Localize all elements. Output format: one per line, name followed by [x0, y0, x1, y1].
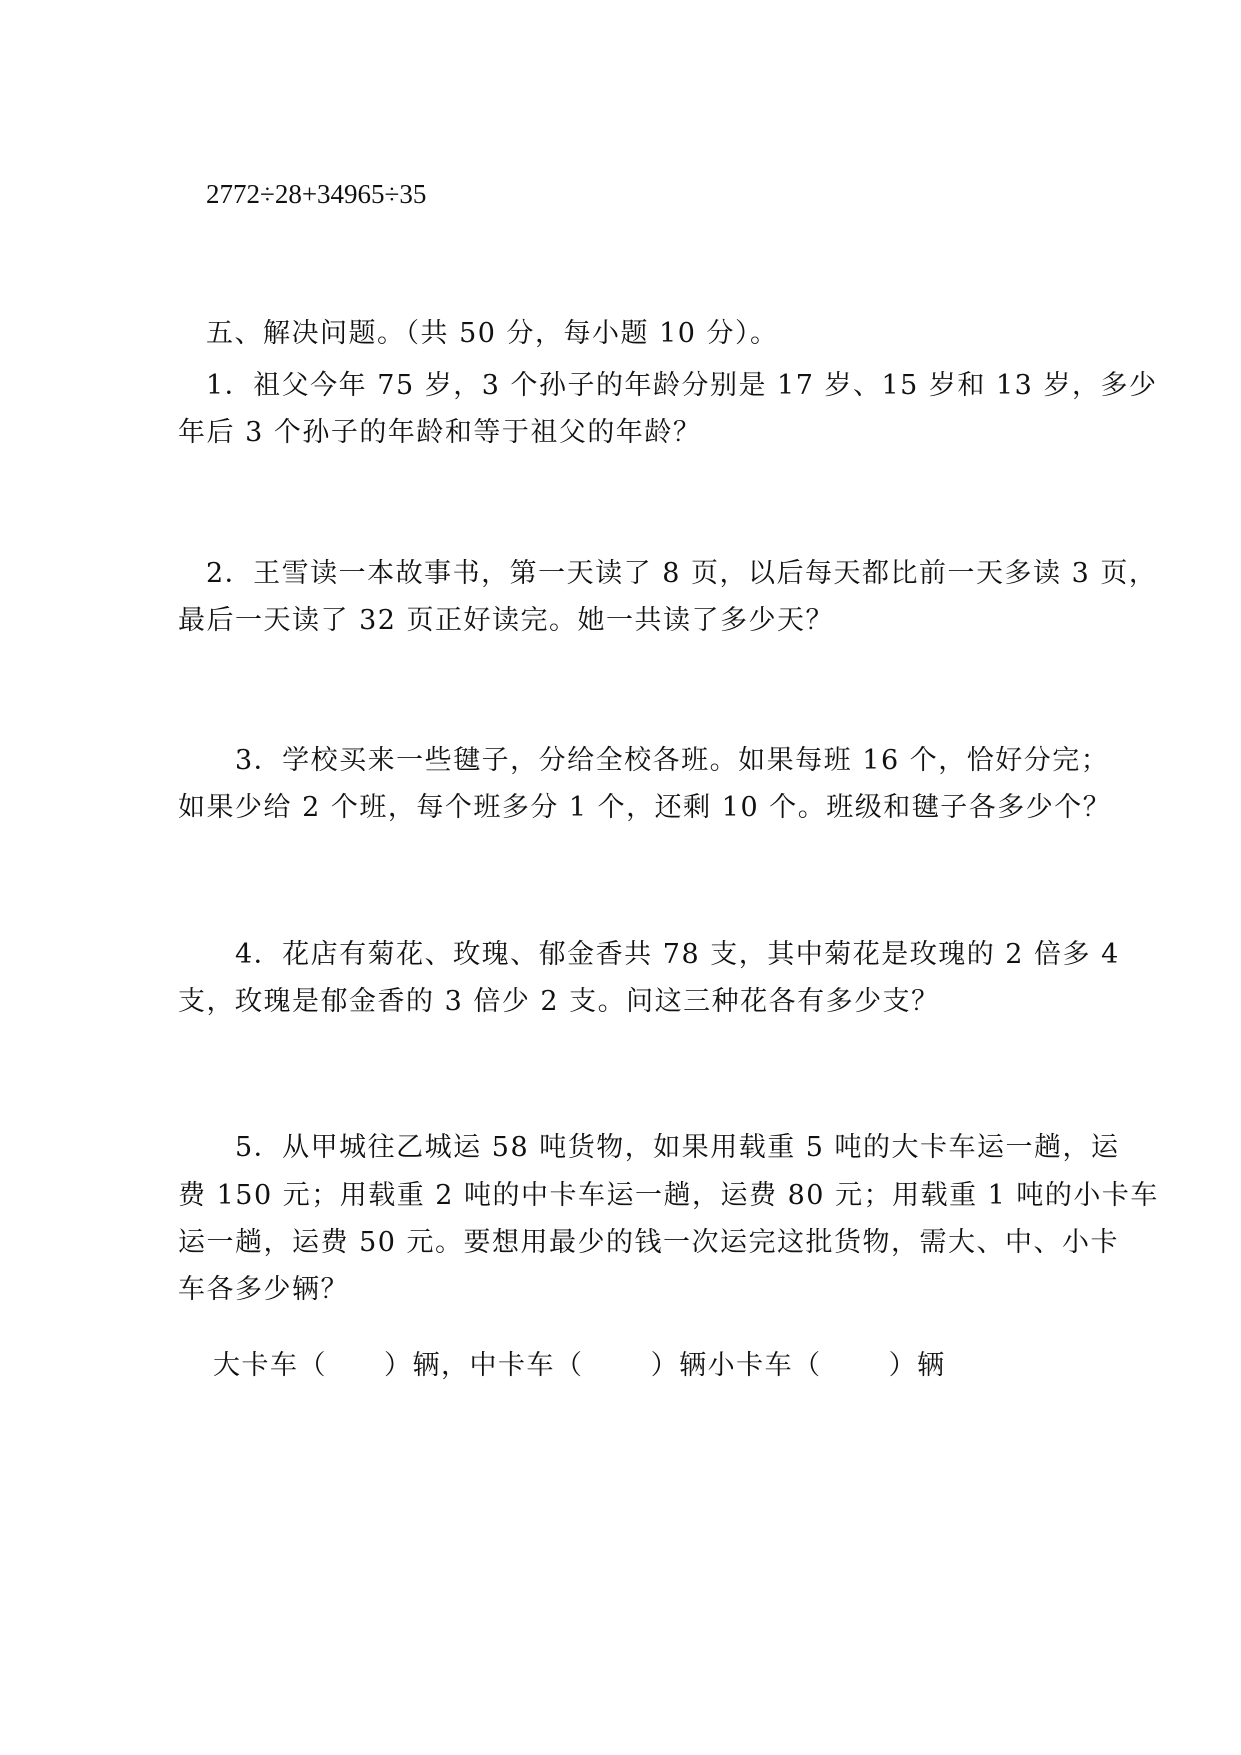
section-heading: 五、解决问题。（共 50 分，每小题 10 分）。 [206, 318, 779, 349]
problem-3-line-1: 3．学校买来一些毽子，分给全校各班。如果每班 16 个，恰好分完； [235, 745, 1110, 776]
problem-3-line-2: 如果少给 2 个班，每个班多分 1 个，还剩 10 个。班级和毽子各多少个？ [178, 792, 1112, 823]
problem-5-line-2: 费 150 元；用载重 2 吨的中卡车运一趟，运费 80 元；用载重 1 吨的小卡车 [178, 1180, 1159, 1211]
problem-1-line-1: 1．祖父今年 75 岁，3 个孙子的年龄分别是 17 岁、15 岁和 13 岁，多少 [206, 370, 1158, 401]
problem-4-line-2: 支，玫瑰是郁金香的 3 倍少 2 支。问这三种花各有多少支？ [178, 986, 940, 1017]
problem-1-line-2: 年后 3 个孙子的年龄和等于祖父的年龄？ [178, 417, 702, 448]
problem-5-line-3: 运一趟，运费 50 元。要想用最少的钱一次运完这批货物，需大、中、小卡 [178, 1227, 1120, 1258]
problem-5-answer-blanks: 大卡车（ ）辆，中卡车（ ）辆小卡车（ ）辆 [213, 1350, 946, 1381]
problem-4-line-1: 4．花店有菊花、玫瑰、郁金香共 78 支，其中菊花是玫瑰的 2 倍多 4 [235, 939, 1120, 970]
calculation-expression: 2772÷28+34965÷35 [206, 179, 427, 209]
problem-2-line-1: 2．王雪读一本故事书，第一天读了 8 页，以后每天都比前一天多读 3 页， [206, 558, 1158, 589]
problem-5-line-4: 车各多少辆？ [178, 1274, 349, 1305]
problem-2-line-2: 最后一天读了 32 页正好读完。她一共读了多少天？ [178, 605, 835, 636]
problem-5-line-1: 5．从甲城往乙城运 58 吨货物，如果用载重 5 吨的大卡车运一趟，运 [235, 1132, 1120, 1163]
